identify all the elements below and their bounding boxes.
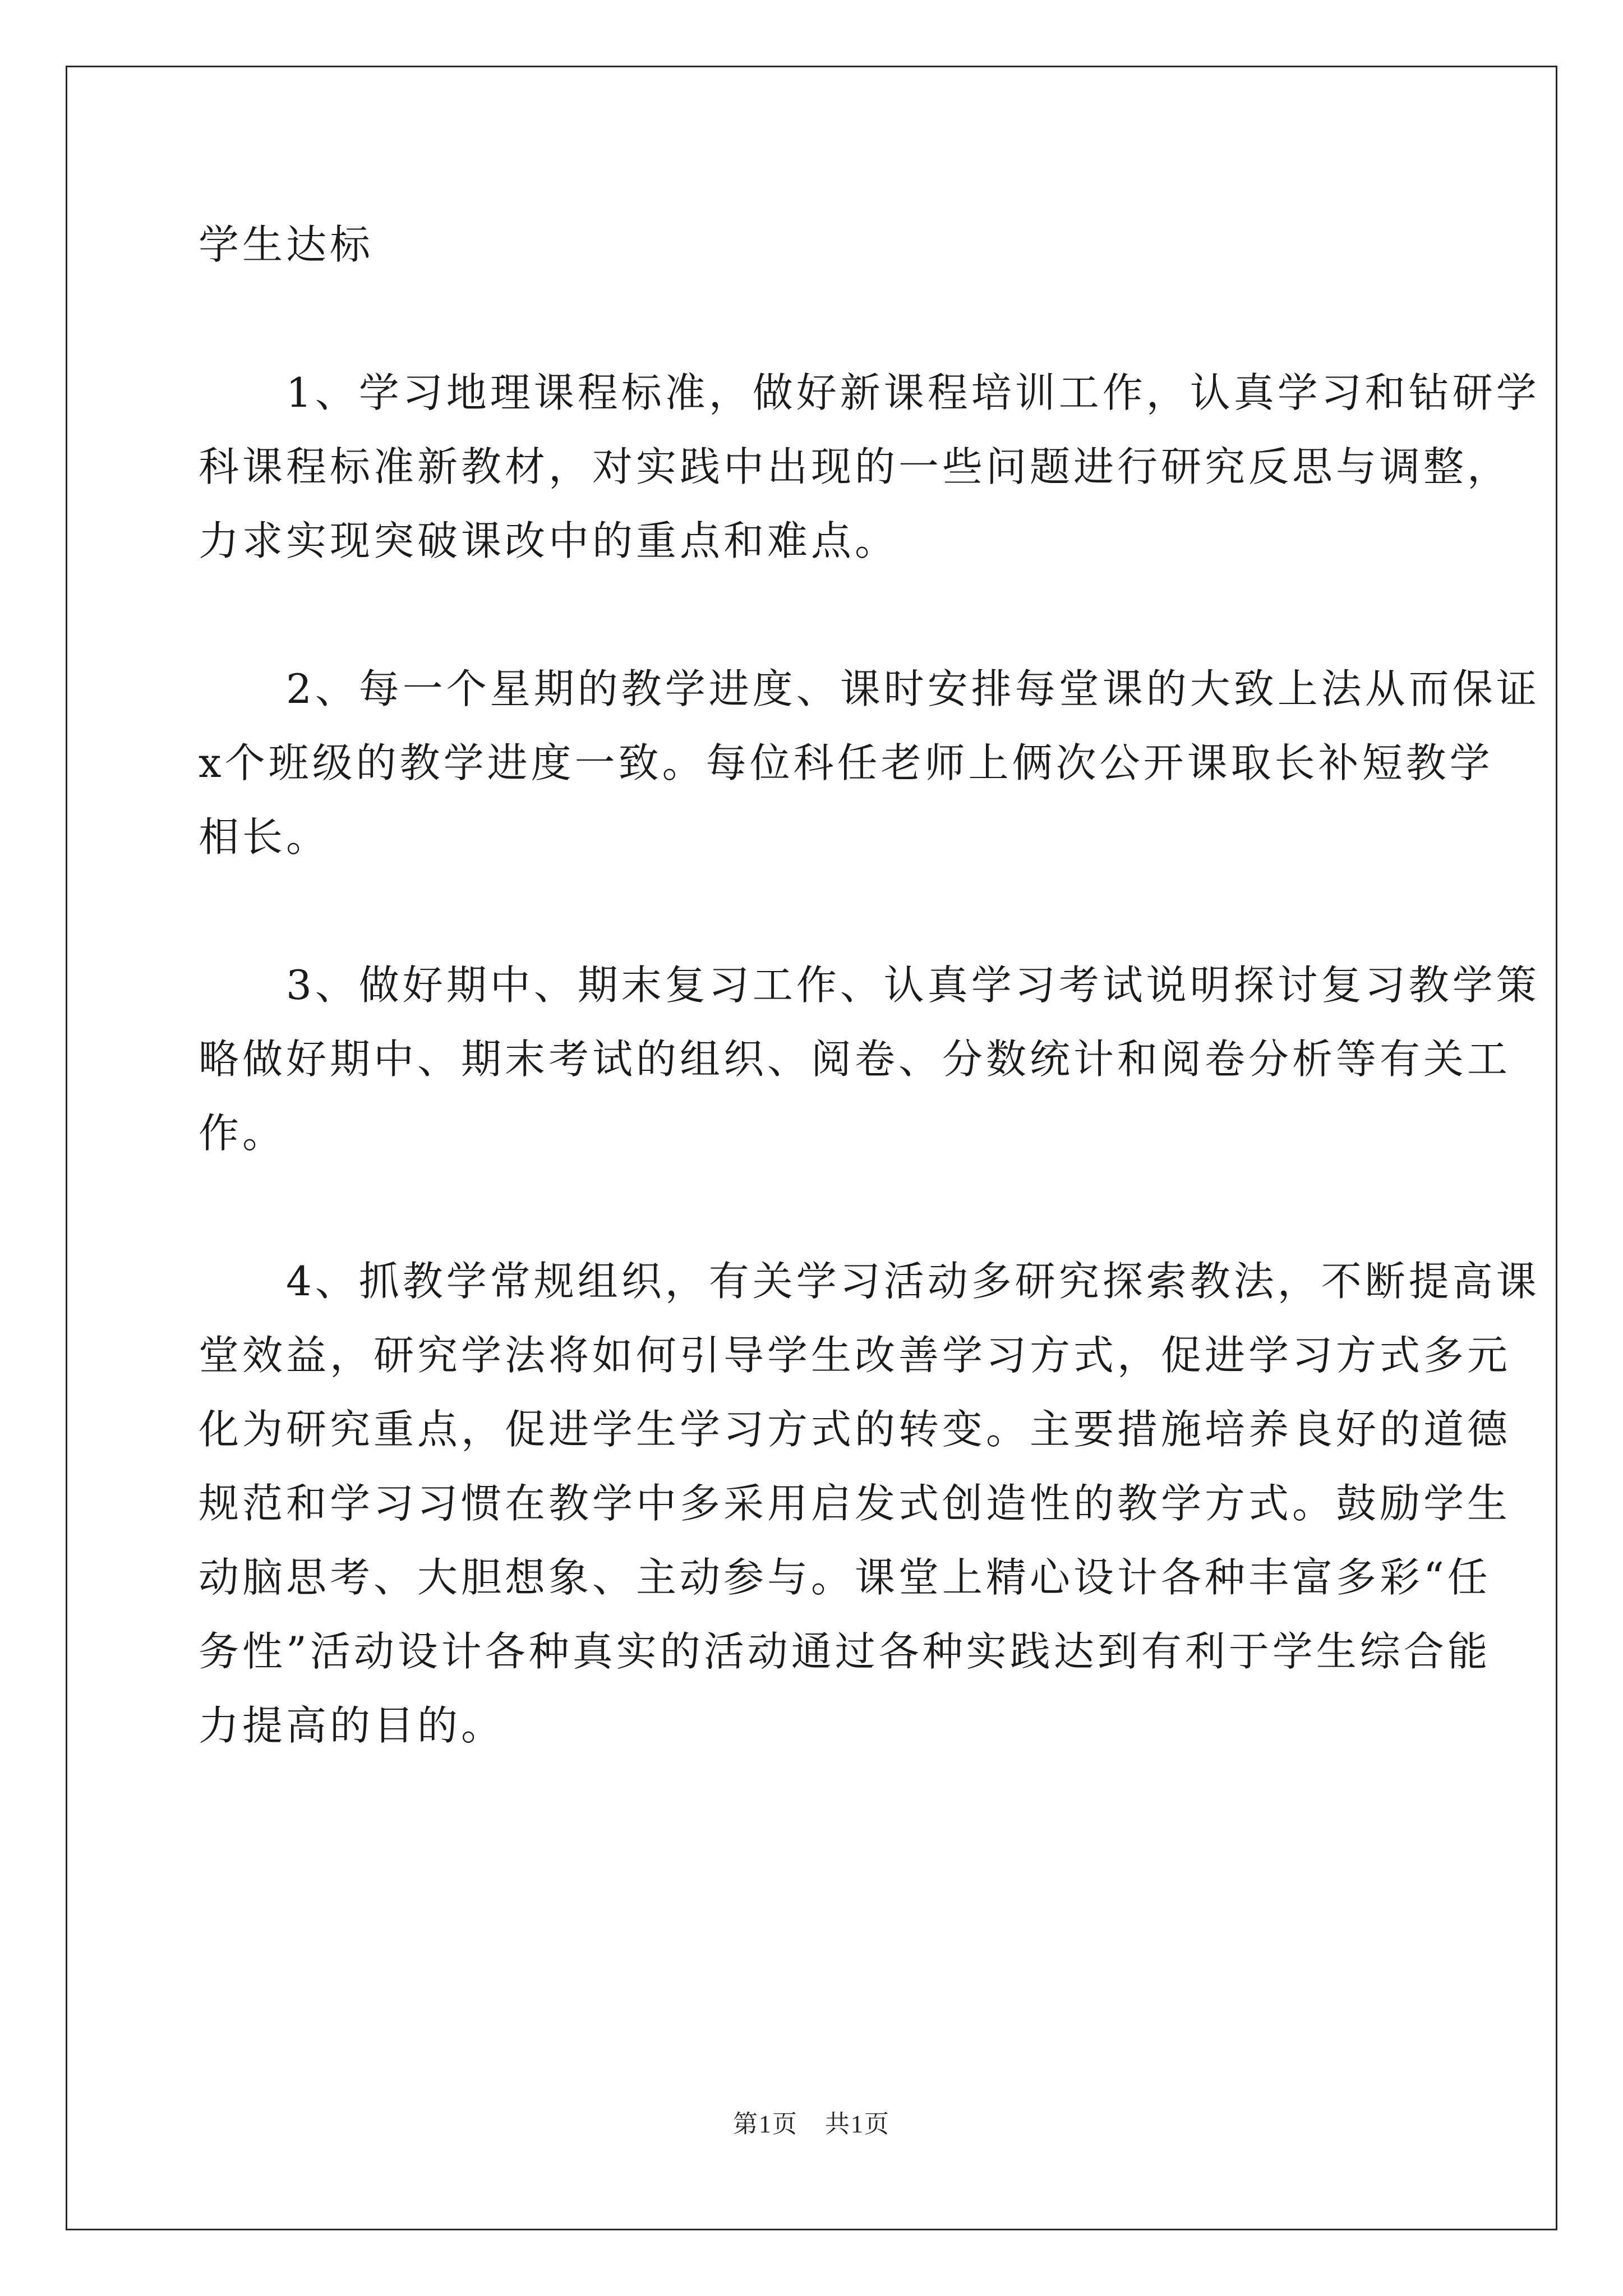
paragraph-line: 科课程标准新教材，对实践中出现的一些问题进行研究反思与调整， (199, 443, 1511, 490)
paragraph-1 (199, 356, 1540, 578)
paragraph-line: 动脑思考、大胆想象、主动参与。课堂上精心设计各种丰富多彩“任 (199, 1554, 1491, 1601)
page-total: 共1页 (825, 2110, 890, 2138)
paragraph-line: 化为研究重点，促进学生学习方式的转变。主要措施培养良好的道德 (199, 1406, 1511, 1453)
document-body (199, 208, 1540, 1763)
paragraph-line: x个班级的教学进度一致。每位科任老师上俩次公开课取长补短教学 (199, 739, 1493, 786)
page-number: 第1页 (733, 2110, 798, 2138)
page-footer (0, 2104, 1623, 2139)
paragraph-line: 略做好期中、期末考试的组织、阅卷、分数统计和阅卷分析等有关工 (199, 1036, 1511, 1083)
paragraph-line: 力求实现突破课改中的重点和难点。 (199, 517, 899, 564)
paragraph-2 (199, 652, 1540, 874)
paragraph-line: 3、做好期中、期末复习工作、认真学习考试说明探讨复习教学策 (199, 961, 1540, 1009)
paragraph-line: 务性”活动设计各种真实的活动通过各种实践达到有利于学生综合能 (199, 1628, 1491, 1675)
paragraph-line: 4、抓教学常规组织，有关学习活动多研究探索教法，不断提高课 (199, 1258, 1540, 1305)
paragraph-4 (199, 1244, 1540, 1763)
paragraph-line: 作。 (199, 1110, 287, 1157)
paragraph-3 (199, 948, 1540, 1170)
paragraph-line: 1、学习地理课程标准，做好新课程培训工作，认真学习和钻研学 (199, 369, 1540, 416)
paragraph-line: 2、每一个星期的教学进度、课时安排每堂课的大致上法从而保证 (199, 665, 1540, 712)
paragraph-line: 规范和学习习惯在教学中多采用启发式创造性的教学方式。鼓励学生 (199, 1480, 1511, 1527)
document-heading: 学生达标 (199, 221, 374, 268)
paragraph-line: 力提高的目的。 (199, 1702, 505, 1749)
paragraph-line: 相长。 (199, 813, 330, 861)
paragraph-line: 堂效益，研究学法将如何引导学生改善学习方式，促进学习方式多元 (199, 1332, 1511, 1379)
